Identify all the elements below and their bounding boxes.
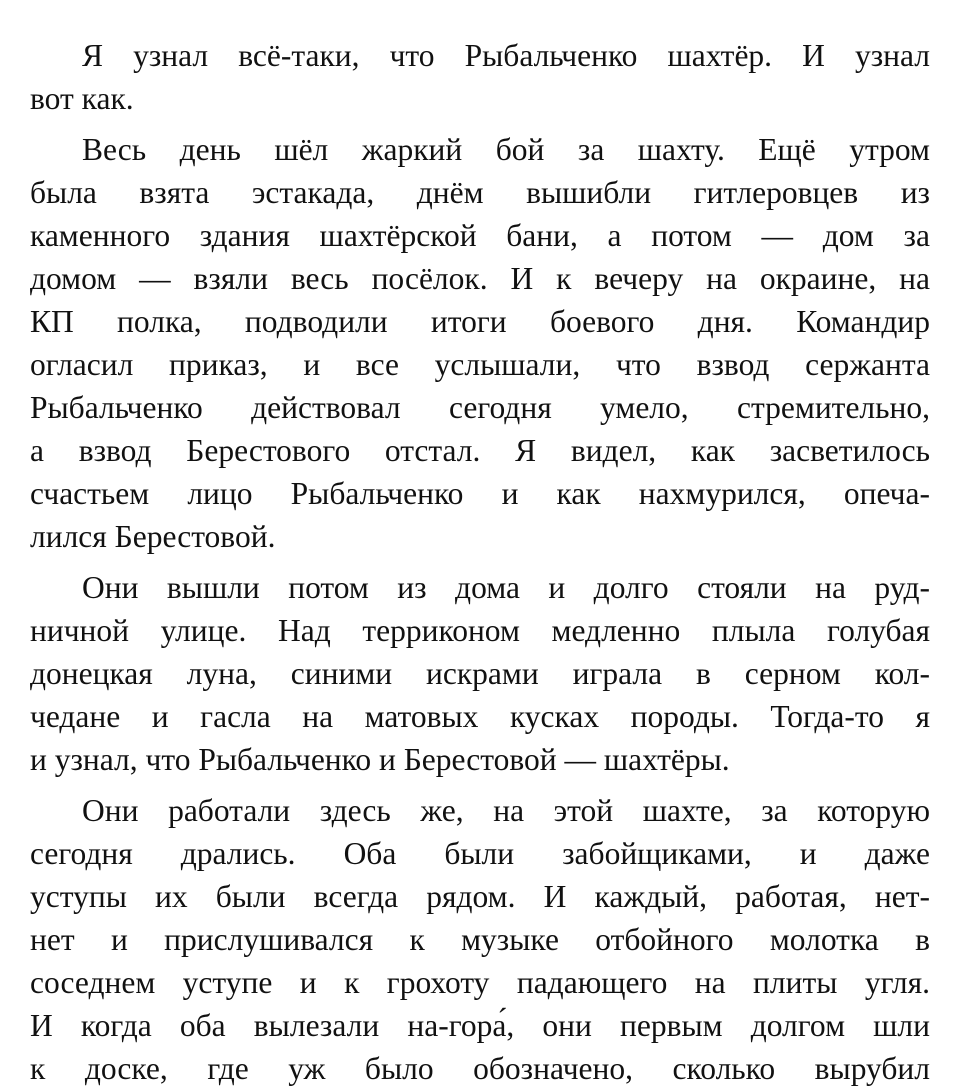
text-line: вот как. [30,81,134,116]
text-line: донецкая луна, синими искрами играла в серном кол- [30,656,930,691]
book-page-text [30,34,930,1090]
text-line: Они работали здесь же, на этой шахте, за которую [82,793,930,828]
text-line: чедане и гасла на матовых кусках породы. Тогда-то я [30,699,930,734]
text-line: каменного здания шахтёрской бани, а потом — дом за [30,218,930,253]
text-line: огласил приказ, и все услышали, что взвод сержанта [30,347,930,382]
text-line: сегодня дрались. Оба были забойщиками, и даже [30,836,930,871]
text-line: Они вышли потом из дома и долго стояли на руд- [82,570,930,605]
text-line: нет и прислушивался к музыке отбойного молотка в [30,922,930,957]
text-line: к доске, где уж было обозначено, сколько вырубил [30,1051,930,1086]
text-line: И когда оба вылезали на-гора́, они первым долгом шли [30,1008,930,1043]
text-line: уступы их были всегда рядом. И каждый, работая, нет- [30,879,930,914]
text-line: а взвод Берестового отстал. Я видел, как засветилось [30,433,930,468]
text-line: Весь день шёл жаркий бой за шахту. Ещё утром [82,132,930,167]
text-line: была взята эстакада, днём вышибли гитлеровцев из [30,175,930,210]
text-line: Я узнал всё-таки, что Рыбальченко шахтёр. И узнал [82,38,930,73]
text-line: Рыбальченко действовал сегодня умело, стремительно, [30,390,930,425]
text-line: ничной улице. Над терриконом медленно плыла голубая [30,613,930,648]
text-line: счастьем лицо Рыбальченко и как нахмурился, опеча- [30,476,930,511]
text-line: соседнем уступе и к грохоту падающего на плиты угля. [30,965,930,1000]
text-line: КП полка, подводили итоги боевого дня. Командир [30,304,930,339]
text-line: лился Берестовой. [30,519,276,554]
text-line: домом — взяли весь посёлок. И к вечеру на окраине, на [30,261,930,296]
text-line: и узнал, что Рыбальченко и Берестовой — шахтёры. [30,742,730,777]
